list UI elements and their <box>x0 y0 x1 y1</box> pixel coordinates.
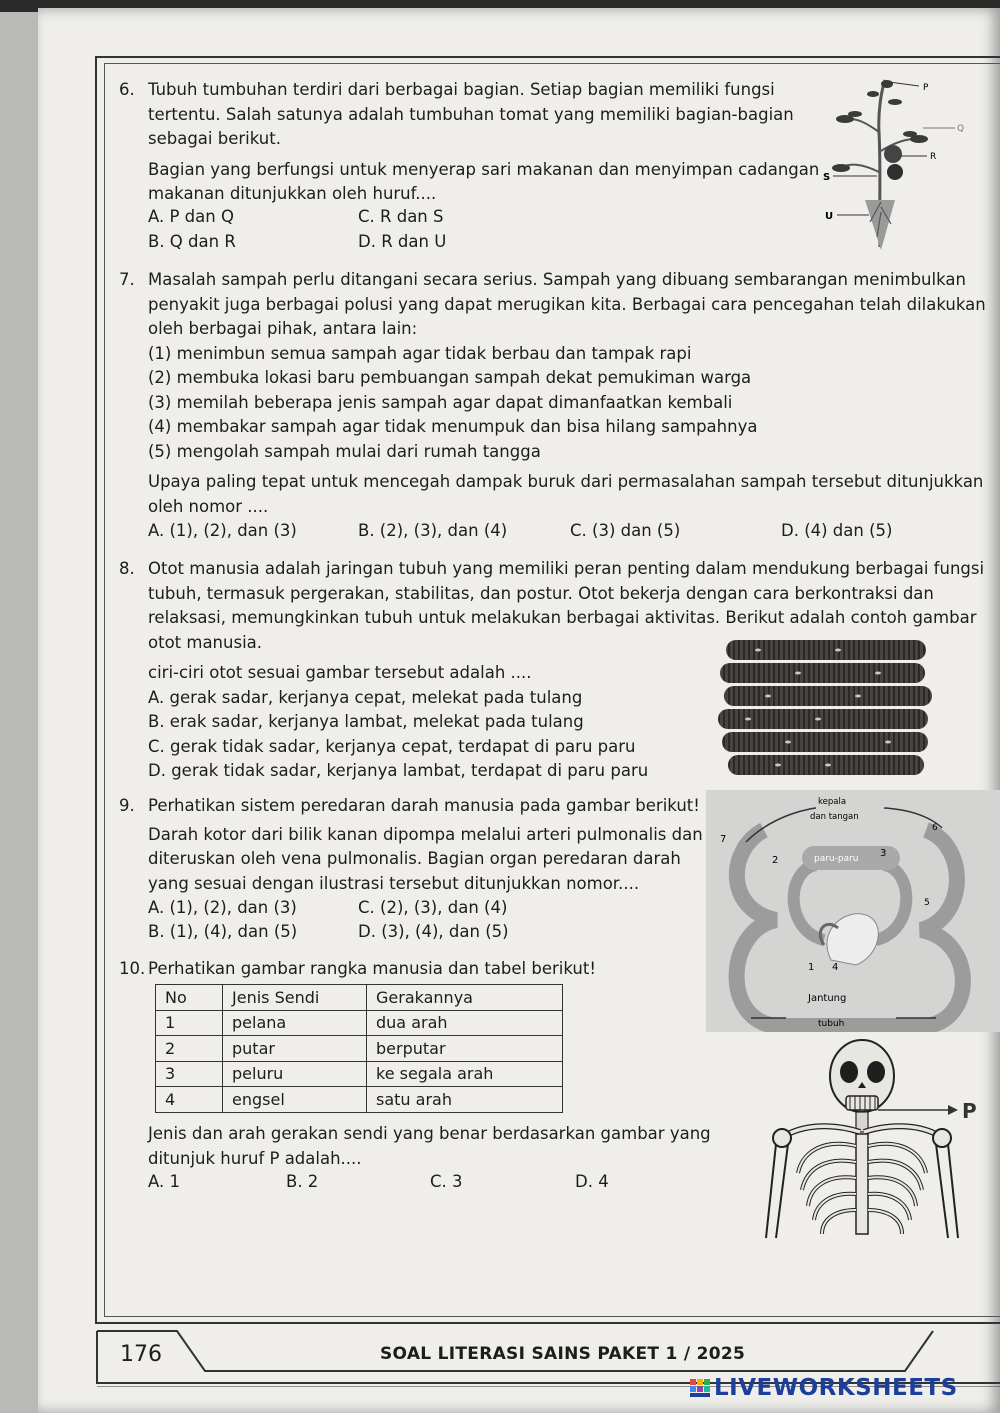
q10-intro <box>148 957 596 982</box>
q7-line: Upaya paling tepat untuk mencegah dampak buruk dari permasalahan sampah tersebut ditunjukkan <box>148 472 984 491</box>
q10-line: Perhatikan gambar rangka manusia dan tabel berikut! <box>148 959 596 978</box>
q7-list-item: (1) menimbun semua sampah agar tidak berbau dan tampak rapi <box>148 343 692 363</box>
tomato-plant-figure <box>815 72 975 252</box>
q7-list-item: (3) memilah beberapa jenis sampah agar dapat dimanfaatkan kembali <box>148 392 733 412</box>
q6-line: sebagai berikut. <box>148 129 281 148</box>
label-6: 6 <box>932 823 938 833</box>
liveworksheets-text: LIVEWORKSHEETS <box>714 1375 958 1401</box>
table-header-cell: Jenis Sendi <box>223 985 367 1011</box>
table-cell: pelana <box>223 1010 367 1036</box>
q7-option-b[interactable]: B. (2), (3), dan (4) <box>358 521 508 540</box>
q10-number: 10. <box>119 959 146 978</box>
table-row <box>156 1036 563 1062</box>
table-cell: satu arah <box>367 1087 563 1113</box>
skeletal-muscle-figure <box>718 636 938 778</box>
q7-number: 7. <box>119 270 135 289</box>
table-cell: dua arah <box>367 1010 563 1036</box>
q6-option-a[interactable]: A. P dan Q <box>148 207 234 226</box>
liveworksheets-logo-icon <box>690 1379 710 1397</box>
q7-list-item: (4) membakar sampah agar tidak menumpuk dan bisa hilang sampahnya <box>148 417 758 436</box>
label-u: U <box>825 211 834 222</box>
q7-line: penyakit juga berbagai polusi yang dapat merugikan kita. Berbagai cara pencegahan telah dilakukan <box>148 294 986 314</box>
label-1: 1 <box>808 962 815 973</box>
q6-line: Tubuh tumbuhan terdiri dari berbagai bagian. Setiap bagian memiliki fungsi <box>148 80 775 99</box>
q8-option-d[interactable]: D. gerak tidak sadar, kerjanya lambat, terdapat di paru paru <box>148 761 649 780</box>
q6-option-c[interactable]: C. R dan S <box>358 207 444 226</box>
q10-line: Jenis dan arah gerakan sendi yang benar berdasarkan gambar yang <box>148 1124 711 1143</box>
table-header-row <box>156 985 563 1011</box>
q10-line: ditunjuk huruf P adalah.... <box>148 1148 362 1168</box>
q7-option-d[interactable]: D. (4) dan (5) <box>781 521 893 540</box>
label-p: P <box>923 83 929 93</box>
q9-option-b[interactable]: B. (1), (4), dan (5) <box>148 922 298 941</box>
q8-line: otot manusia. <box>148 632 263 652</box>
q6-line: makanan ditunjukkan oleh huruf.... <box>148 184 437 203</box>
q10-option-b[interactable]: B. 2 <box>286 1172 319 1191</box>
table-cell: 4 <box>156 1087 223 1113</box>
q8-line: ciri-ciri otot sesuai gambar tersebut adalah .... <box>148 663 532 682</box>
q8-line: relaksasi, memungkinkan tubuh untuk melakukan berbagai aktivitas. Berikut adalah contoh gambar <box>148 608 977 627</box>
label-head: kepala <box>818 797 847 807</box>
table-cell: 2 <box>156 1036 223 1062</box>
table-cell: berputar <box>367 1036 563 1062</box>
q10-text <box>148 1122 711 1171</box>
label-r: R <box>930 152 937 162</box>
q6-line: Bagian yang berfungsi untuk menyerap sari makanan dan menyimpan cadangan <box>148 159 820 179</box>
label-lungs: paru-paru <box>814 854 859 864</box>
q8-option-c[interactable]: C. gerak tidak sadar, kerjanya cepat, terdapat di paru paru <box>148 736 636 756</box>
label-p: P <box>962 1099 977 1123</box>
label-7: 7 <box>720 834 727 845</box>
q8-line: Otot manusia adalah jaringan tubuh yang memiliki peran penting dalam mendukung berbagai fungsi <box>148 559 985 578</box>
table-header-cell: Gerakannya <box>367 985 563 1011</box>
table-row <box>156 1061 563 1087</box>
q7-list-item: (2) membuka lokasi baru pembuangan sampah dekat pemukiman warga <box>148 368 752 387</box>
q10-option-c[interactable]: C. 3 <box>430 1172 463 1191</box>
table-row <box>156 1010 563 1036</box>
q8-line: tubuh, termasuk pergerakan, stabilitas, dan postur. Otot bekerja dengan cara berkontraksi dan <box>148 583 934 603</box>
label-body: tubuh <box>818 1019 845 1029</box>
q8-option-b[interactable]: B. erak sadar, kerjanya lambat, melekat pada tulang <box>148 712 584 731</box>
q9-option-d[interactable]: D. (3), (4), dan (5) <box>358 922 509 941</box>
q9-text <box>148 794 703 896</box>
q9-option-c[interactable]: C. (2), (3), dan (4) <box>358 898 508 917</box>
joint-table <box>155 984 563 1113</box>
table-cell: ke segala arah <box>367 1061 563 1087</box>
footer-title: SOAL LITERASI SAINS PAKET 1 / 2025 <box>380 1344 746 1364</box>
label-2: 2 <box>772 855 779 866</box>
q7-option-a[interactable]: A. (1), (2), dan (3) <box>148 521 297 540</box>
skeleton-figure <box>752 1038 982 1243</box>
table-header-cell: No <box>156 985 223 1011</box>
q8-option-a[interactable]: A. gerak sadar, kerjanya cepat, melekat pada tulang <box>148 687 583 707</box>
q7-list-item: (5) mengolah sampah mulai dari rumah tangga <box>148 441 541 461</box>
label-3: 3 <box>880 848 887 859</box>
q7-option-c[interactable]: C. (3) dan (5) <box>570 521 681 540</box>
label-4: 4 <box>832 962 839 973</box>
table-cell: 3 <box>156 1061 223 1087</box>
q6-text <box>148 78 819 207</box>
q9-line: diteruskan oleh vena pulmonalis. Bagian organ peredaran darah <box>148 849 681 868</box>
label-q: Q <box>957 124 965 134</box>
liveworksheets-watermark <box>690 1375 958 1401</box>
label-heart: Jantung <box>808 993 847 1004</box>
table-row <box>156 1087 563 1113</box>
q7-line: oleh nomor .... <box>148 496 269 516</box>
table-cell: peluru <box>223 1061 367 1087</box>
label-s: S <box>823 172 831 183</box>
q6-option-b[interactable]: B. Q dan R <box>148 232 236 251</box>
q6-line: tertentu. Salah satunya adalah tumbuhan tomat yang memiliki bagian-bagian <box>148 104 794 124</box>
label-head-2: dan tangan <box>810 812 859 822</box>
circulatory-system-figure <box>706 790 1000 1032</box>
page-number: 176 <box>120 1342 162 1367</box>
q9-option-a[interactable]: A. (1), (2), dan (3) <box>148 898 297 917</box>
q7-line: oleh berbagai pihak, antara lain: <box>148 319 418 338</box>
q7-text <box>148 268 986 519</box>
q9-line: Darah kotor dari bilik kanan dipompa melalui arteri pulmonalis dan <box>148 824 703 844</box>
q10-option-d[interactable]: D. 4 <box>575 1172 609 1191</box>
q9-number: 9. <box>119 796 135 815</box>
q10-option-a[interactable]: A. 1 <box>148 1172 180 1191</box>
table-cell: putar <box>223 1036 367 1062</box>
q8-number: 8. <box>119 559 135 578</box>
table-cell: engsel <box>223 1087 367 1113</box>
q6-option-d[interactable]: D. R dan U <box>358 232 447 251</box>
q9-line: yang sesuai dengan ilustrasi tersebut ditunjukkan nomor.... <box>148 873 640 893</box>
table-cell: 1 <box>156 1010 223 1036</box>
label-5: 5 <box>924 898 930 908</box>
q7-line: Masalah sampah perlu ditangani secara serius. Sampah yang dibuang sembarangan menimbulkan <box>148 270 966 289</box>
q9-line: Perhatikan sistem peredaran darah manusia pada gambar berikut! <box>148 796 700 815</box>
q6-number: 6. <box>119 80 135 99</box>
